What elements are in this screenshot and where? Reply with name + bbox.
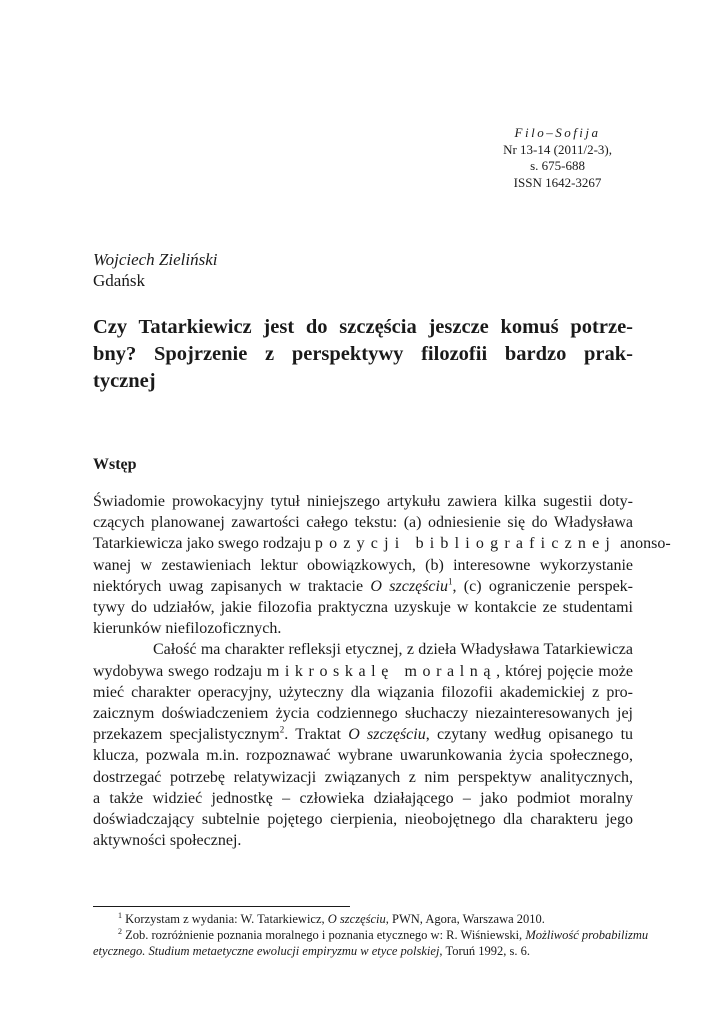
article-title <box>93 314 633 395</box>
journal-title: Filo–Sofija <box>514 125 601 140</box>
text-run: Korzystam z wydania: W. Tatarkiewicz, <box>125 912 325 926</box>
footnote-number: 2 <box>118 926 122 936</box>
text-run: , PWN, Agora, Warszawa 2010. <box>385 912 545 926</box>
section-heading: Wstęp <box>93 456 137 473</box>
text-run: przekazem specjalistycznym <box>93 726 280 744</box>
article-title-line: Czy Tatarkiewicz jest do szczęścia jeszcze komuś potrze- <box>93 316 633 338</box>
text-line: aktywności społecznej. <box>93 832 242 850</box>
author-block <box>93 249 218 291</box>
article-title-line: bny? Spojrzenie z perspektywy filozofii bardzo prak- <box>93 343 633 365</box>
journal-pages: s. 675-688 <box>530 158 585 173</box>
text-line <box>93 576 633 597</box>
text-line: czących planowanej zawartości całego tekstu: (a) odniesienie się do Władysława <box>93 514 633 532</box>
text-run: . Traktat <box>284 726 341 744</box>
spaced-emphasis: pozycji bibliograficznej <box>314 535 617 553</box>
body-text <box>93 491 671 851</box>
text-line: dostrzegać potrzebę relatywizacji związanych z nim perspektyw analitycznych, <box>93 768 633 786</box>
spaced-emphasis: mikroskalę moralną <box>266 662 497 680</box>
text-line: klucza, pozwala m.in. rozpoznawać wybrane uwarunkowania życia społecznego, <box>93 747 633 765</box>
text-run: , której pojęcie może <box>496 662 633 680</box>
footnote-number: 1 <box>118 910 122 920</box>
text-run: , czytany według opisanego tu <box>425 726 634 744</box>
book-title: O szczęściu <box>348 726 426 744</box>
paragraph <box>93 491 671 639</box>
journal-header <box>503 125 612 191</box>
author-affiliation: Gdańsk <box>93 271 145 290</box>
text-line <box>93 533 671 554</box>
text-line: Całość ma charakter refleksji etycznej, z dzieła Władysława Tatarkiewicza <box>153 641 633 659</box>
text-line: tywy do udziałów, jakie filozofia praktyczna uzyskuje w kontakcie ze studentami <box>93 599 633 617</box>
text-line: a także widzieć jednostkę – człowieka działającego – jako podmiot moralny <box>93 789 633 807</box>
footnotes <box>93 910 649 959</box>
author-name: Wojciech Zieliński <box>93 250 218 269</box>
footnote-ref: 1 <box>447 576 453 587</box>
footnote-ref: 2 <box>279 724 285 735</box>
text-run: , (c) ograniczenie perspek- <box>452 577 634 595</box>
text-run: anonso- <box>620 535 671 553</box>
book-title: O szczęściu <box>370 577 448 595</box>
paragraph <box>93 639 633 851</box>
text-run: , Toruń 1992, s. 6. <box>439 944 530 958</box>
text-line: zaicznym doświadczeniem życia codziennego słuchaczy niezainteresowanych jej <box>93 705 633 723</box>
footnote-2-continued <box>93 943 633 959</box>
text-line: mieć charakter operacyjny, użyteczny dla wiązania filozofii akademickiej z pro- <box>93 683 633 701</box>
footnote-divider <box>93 906 350 907</box>
text-line: doświadczający subtelnie pojętego cierpienia, nieobojętnego dla charakteru jego <box>93 811 633 829</box>
text-line: wanej w zestawieniach lektur obowiązkowych, (b) interesowne wykorzystanie <box>93 556 633 574</box>
text-run: niektórych uwag zapisanych w traktacie <box>93 577 364 595</box>
footnote-2 <box>93 926 649 943</box>
text-line: Świadomie prowokacyjny tytuł niniejszego artykułu zawiera kilka sugestii doty- <box>93 493 633 510</box>
text-run: wydobywa swego rodzaju <box>93 662 262 680</box>
text-run: Tatarkiewicza jako swego rodzaju <box>93 535 311 553</box>
footnote-1 <box>93 911 633 927</box>
book-title: O szczęściu <box>327 912 386 926</box>
book-title: etycznego. Studium metaetyczne ewolucji empiryzmu w etyce polskiej <box>93 944 440 958</box>
text-line <box>93 724 633 745</box>
journal-issn: ISSN 1642-3267 <box>513 174 602 190</box>
text-line <box>93 661 633 682</box>
book-title: Możliwość probabilizmu <box>525 928 649 942</box>
text-line: kierunków niefilozoficznych. <box>93 620 282 638</box>
text-run: Zob. rozróżnienie poznania moralnego i poznania etycznego w: R. Wiśniewski, <box>125 928 523 942</box>
article-title-line: tycznej <box>93 370 156 392</box>
journal-issue: Nr 13-14 (2011/2-3), <box>503 141 612 157</box>
